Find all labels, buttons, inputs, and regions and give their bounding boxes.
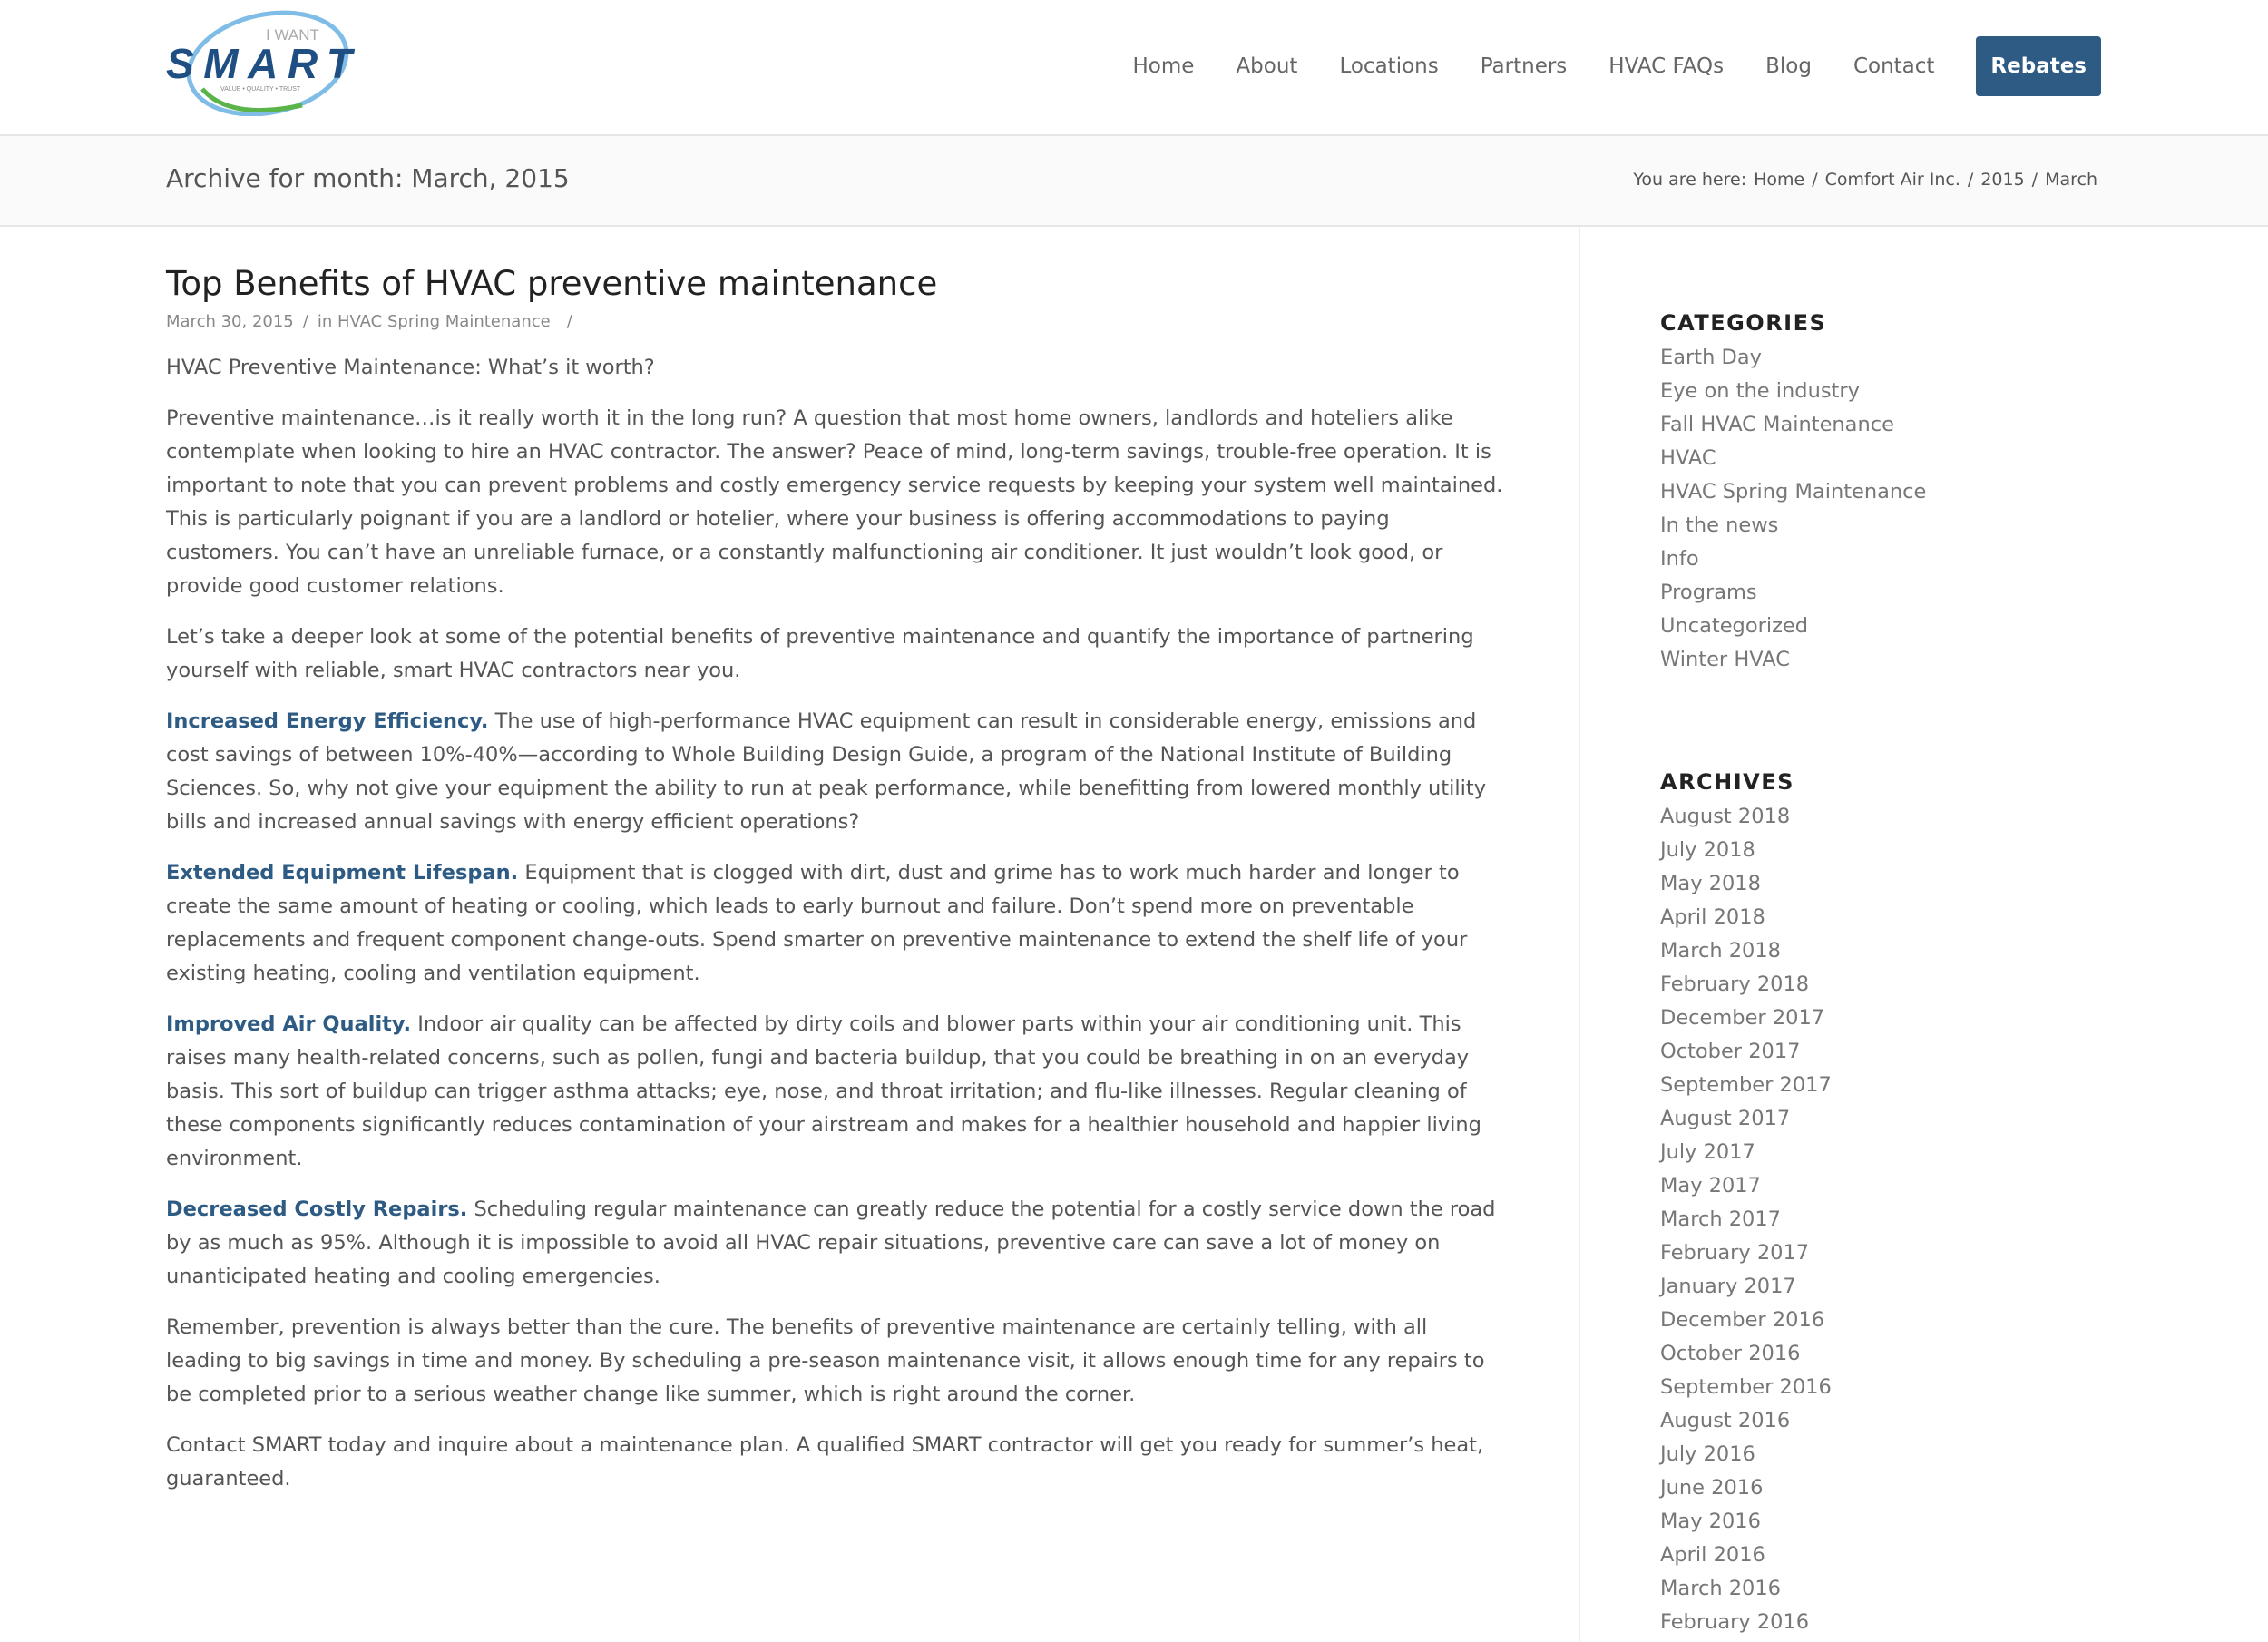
paragraph-lead: Decreased Costly Repairs.: [166, 1197, 468, 1221]
nav-about[interactable]: About: [1236, 54, 1298, 78]
main-area: [0, 227, 2268, 1642]
archive-link[interactable]: April 2018: [1660, 905, 1765, 929]
archive-link[interactable]: August 2017: [1660, 1107, 1791, 1130]
rebates-button[interactable]: Rebates: [1976, 36, 2101, 96]
paragraph-text: Indoor air quality can be affected by dirty coils and blower parts within your air conditioning unit. This raises many health-related concerns, such as pollen, fungi and bacteria buildup, that you could be breathing in on an everyday basis. This sort of buildup can trigger asthma attacks; eye, nose, and throat irritation; and flu-like illnesses. Regular cleaning of these components significantly reduces contamination of your airstream and makes for a healthier household and happier living environment.: [166, 1012, 1481, 1170]
breadcrumb-home[interactable]: Home: [1754, 170, 1805, 190]
categories-list: [1660, 341, 2204, 677]
post: [166, 261, 1509, 1496]
paragraph-text: The use of high-performance HVAC equipment can result in considerable energy, emissions and cost savings of between 10%-40%—according to Whole Building Design Guide, a program of the National Institute of Building Sciences. So, why not give your equipment the ability to run at peak performance, while benefitting from lowered monthly utility bills and increased annual savings with energy efficient operations?: [166, 709, 1487, 834]
paragraph-text: Preventive maintenance…is it really worth it in the long run? A question that most home owners, landlords and hoteliers alike contemplate when looking to hire an HVAC contractor. The answer? Peace of mind, long-term savings, trouble-free operation. It is important to note that you can prevent problems and costly emergency service requests by keeping your system well maintained. This is particularly poignant if you are a landlord or hotelier, where your business is offering accommodations to paying customers. You can’t have an unreliable furnace, or a constantly malfunctioning air conditioner. It just wouldn’t look good, or provide good customer relations.: [166, 406, 1503, 598]
post-paragraph: [166, 1193, 1509, 1294]
svg-text:I WANT: I WANT: [266, 26, 319, 44]
breadcrumb-sep: /: [2031, 170, 2038, 190]
breadcrumb-march: March: [2045, 170, 2097, 190]
paragraph-lead: Increased Energy Efficiency.: [166, 709, 489, 733]
paragraph-text: Let’s take a deeper look at some of the potential benefits of preventive maintenance and quantify the importance of partnering yourself with reliable, smart HVAC contractors near you.: [166, 625, 1474, 682]
category-link[interactable]: Winter HVAC: [1660, 648, 1790, 671]
smart-logo[interactable]: [166, 7, 361, 116]
archive-link[interactable]: December 2017: [1660, 1006, 1825, 1030]
post-paragraph: [166, 1429, 1509, 1496]
archive-link[interactable]: April 2016: [1660, 1543, 1765, 1567]
svg-text:VALUE • QUALITY • TRUST: VALUE • QUALITY • TRUST: [220, 86, 301, 93]
category-link[interactable]: Fall HVAC Maintenance: [1660, 413, 1894, 436]
archive-link[interactable]: October 2017: [1660, 1040, 1801, 1063]
post-title[interactable]: Top Benefits of HVAC preventive maintenance: [166, 264, 938, 303]
paragraph-text: Equipment that is clogged with dirt, dust and grime has to work much harder and longer to create the same amount of heating or cooling, which leads to early burnout and failure. Don’t spend more on preventable replacements and frequent component change-outs. Spend smarter on preventive maintenance to extend the shelf life of your existing heating, cooling and ventilation equipment.: [166, 861, 1468, 985]
paragraph-text: Contact SMART today and inquire about a maintenance plan. A qualified SMART contractor will get you ready for summer’s heat, guaranteed.: [166, 1433, 1484, 1491]
post-paragraph: [166, 621, 1509, 688]
svg-text:SMART: SMART: [166, 40, 352, 87]
nav-home[interactable]: Home: [1132, 54, 1195, 78]
sidebar-divider: [1579, 227, 1580, 1642]
archive-title: Archive for month: March, 2015: [166, 163, 570, 193]
post-paragraph: [166, 705, 1509, 839]
category-prefix: in: [317, 312, 333, 331]
post-paragraph: [166, 402, 1509, 603]
paragraph-text: HVAC Preventive Maintenance: What’s it worth?: [166, 356, 655, 379]
archive-link[interactable]: March 2017: [1660, 1207, 1782, 1231]
paragraph-lead: Extended Equipment Lifespan.: [166, 861, 519, 885]
categories-title: CATEGORIES: [1660, 310, 1827, 336]
post-category-link[interactable]: HVAC Spring Maintenance: [337, 312, 551, 331]
main-nav: [1112, 36, 2101, 96]
category-link[interactable]: Info: [1660, 547, 1699, 571]
archive-link[interactable]: August 2016: [1660, 1409, 1791, 1432]
archive-link[interactable]: June 2016: [1660, 1476, 1764, 1500]
paragraph-lead: Improved Air Quality.: [166, 1012, 412, 1036]
archive-link[interactable]: July 2016: [1660, 1442, 1755, 1466]
post-paragraph: [166, 856, 1509, 991]
archives-list: [1660, 800, 2204, 1639]
archive-link[interactable]: February 2018: [1660, 972, 1810, 996]
category-link[interactable]: HVAC Spring Maintenance: [1660, 480, 1927, 503]
post-paragraph: [166, 351, 1509, 385]
category-link[interactable]: HVAC: [1660, 446, 1716, 470]
category-link[interactable]: Uncategorized: [1660, 614, 1809, 638]
archive-link[interactable]: August 2018: [1660, 805, 1791, 828]
archive-link[interactable]: February 2016: [1660, 1610, 1810, 1634]
archives-title: ARCHIVES: [1660, 769, 1794, 795]
post-paragraph: [166, 1008, 1509, 1176]
title-bar: [0, 136, 2268, 227]
archive-link[interactable]: January 2017: [1660, 1275, 1796, 1298]
meta-sep: /: [566, 312, 572, 331]
breadcrumb: [1633, 170, 2097, 190]
paragraph-text: Remember, prevention is always better than the cure. The benefits of preventive maintenance are certainly telling, with all leading to big savings in time and money. By scheduling a pre-season maintenance visit, it allows enough time for any repairs to be completed prior to a serious weather change like summer, which is right around the corner.: [166, 1315, 1485, 1406]
archive-link[interactable]: March 2016: [1660, 1577, 1782, 1600]
post-meta: [166, 312, 1509, 331]
archive-link[interactable]: September 2017: [1660, 1073, 1832, 1097]
sidebar: [1660, 227, 2204, 1639]
category-link[interactable]: In the news: [1660, 513, 1779, 537]
archive-link[interactable]: July 2017: [1660, 1140, 1755, 1164]
post-date: March 30, 2015: [166, 312, 294, 331]
site-header: [0, 0, 2268, 136]
nav-contact[interactable]: Contact: [1853, 54, 1935, 78]
archive-link[interactable]: December 2016: [1660, 1308, 1825, 1332]
nav-locations[interactable]: Locations: [1339, 54, 1439, 78]
category-link[interactable]: Eye on the industry: [1660, 379, 1860, 403]
category-link[interactable]: Earth Day: [1660, 346, 1762, 369]
breadcrumb-comfort-air[interactable]: Comfort Air Inc.: [1824, 170, 1960, 190]
breadcrumb-sep: /: [1967, 170, 1974, 190]
archive-link[interactable]: May 2017: [1660, 1174, 1761, 1197]
archive-link[interactable]: October 2016: [1660, 1342, 1801, 1365]
archive-link[interactable]: March 2018: [1660, 939, 1782, 963]
archive-link[interactable]: July 2018: [1660, 838, 1755, 862]
archive-link[interactable]: February 2017: [1660, 1241, 1810, 1265]
breadcrumb-prefix: You are here:: [1633, 170, 1747, 190]
post-body: [166, 351, 1509, 1496]
meta-sep: /: [302, 312, 308, 331]
archive-link[interactable]: September 2016: [1660, 1375, 1832, 1399]
breadcrumb-sep: /: [1812, 170, 1818, 190]
category-link[interactable]: Programs: [1660, 581, 1757, 604]
nav-partners[interactable]: Partners: [1480, 54, 1568, 78]
breadcrumb-2015[interactable]: 2015: [1980, 170, 2025, 190]
archive-link[interactable]: May 2018: [1660, 872, 1761, 895]
nav-blog[interactable]: Blog: [1765, 54, 1812, 78]
post-paragraph: [166, 1311, 1509, 1412]
nav-hvac-faqs[interactable]: HVAC FAQs: [1608, 54, 1725, 78]
paragraph-text: Scheduling regular maintenance can greatly reduce the potential for a costly service down the road by as much as 95%. Although it is impossible to avoid all HVAC repair situations, preventive care can save a lot of money on unanticipated heating and cooling emergencies.: [166, 1197, 1496, 1288]
archive-link[interactable]: May 2016: [1660, 1510, 1761, 1533]
